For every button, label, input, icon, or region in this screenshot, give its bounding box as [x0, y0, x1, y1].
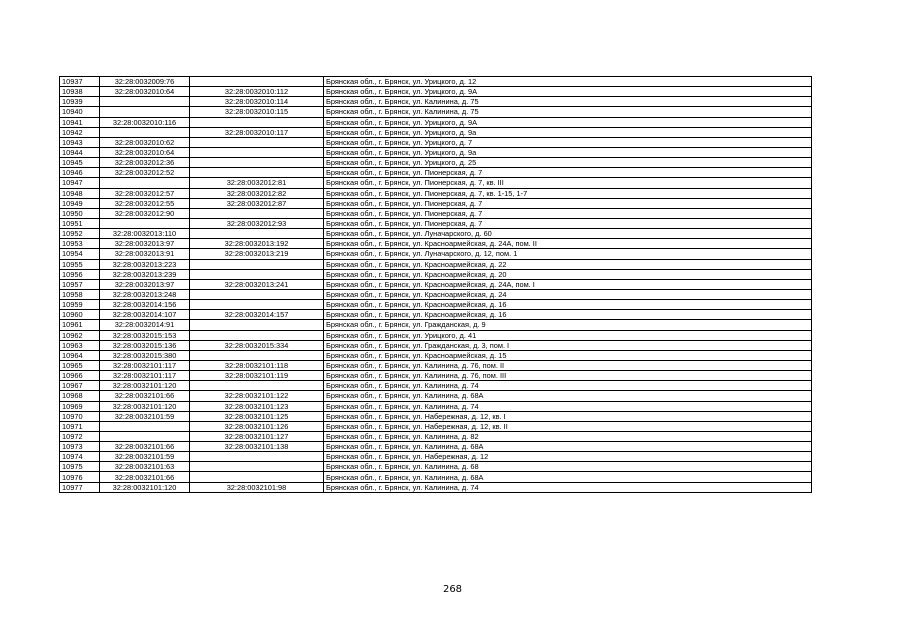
- linked-cadastral-number-cell: [190, 117, 324, 127]
- cadastral-number-cell: 32:28:0032101:117: [100, 371, 190, 381]
- row-number-cell: 10962: [60, 330, 100, 340]
- cadastral-number-cell: 32:28:0032013:239: [100, 269, 190, 279]
- address-cell: Брянская обл., г. Брянск, ул. Пионерская, д. 7: [324, 218, 812, 228]
- address-cell: Брянская обл., г. Брянск, ул. Красноармейская, д. 24А, пом. I: [324, 279, 812, 289]
- table-row: [60, 360, 812, 370]
- table-row: [60, 310, 812, 320]
- row-number-cell: 10943: [60, 137, 100, 147]
- table-row: [60, 472, 812, 482]
- address-cell: Брянская обл., г. Брянск, ул. Красноармейская, д. 22: [324, 259, 812, 269]
- row-number-cell: 10941: [60, 117, 100, 127]
- cadastral-number-cell: 32:28:0032013:223: [100, 259, 190, 269]
- cadastral-number-cell: 32:28:0032101:120: [100, 401, 190, 411]
- linked-cadastral-number-cell: [190, 168, 324, 178]
- table-row: [60, 340, 812, 350]
- cadastral-number-cell: 32:28:0032012:55: [100, 198, 190, 208]
- address-cell: Брянская обл., г. Брянск, ул. Калинина, д. 76, пом. III: [324, 371, 812, 381]
- linked-cadastral-number-cell: [190, 259, 324, 269]
- cadastral-number-cell: [100, 421, 190, 431]
- linked-cadastral-number-cell: 32:28:0032010:112: [190, 87, 324, 97]
- linked-cadastral-number-cell: [190, 269, 324, 279]
- linked-cadastral-number-cell: [190, 77, 324, 87]
- linked-cadastral-number-cell: 32:28:0032101:138: [190, 442, 324, 452]
- linked-cadastral-number-cell: 32:28:0032101:118: [190, 360, 324, 370]
- address-cell: Брянская обл., г. Брянск, ул. Гражданская, д. 3, пом. I: [324, 340, 812, 350]
- table-row: [60, 137, 812, 147]
- table-row: [60, 300, 812, 310]
- cadastral-number-cell: 32:28:0032010:64: [100, 147, 190, 157]
- table-row: [60, 411, 812, 421]
- address-cell: Брянская обл., г. Брянск, ул. Калинина, д. 75: [324, 97, 812, 107]
- cadastral-number-cell: 32:28:0032015:153: [100, 330, 190, 340]
- table-row: [60, 239, 812, 249]
- row-number-cell: 10961: [60, 320, 100, 330]
- linked-cadastral-number-cell: [190, 300, 324, 310]
- address-cell: Брянская обл., г. Брянск, ул. Урицкого, д. 9А: [324, 117, 812, 127]
- table-row: [60, 442, 812, 452]
- row-number-cell: 10960: [60, 310, 100, 320]
- table-row: [60, 147, 812, 157]
- row-number-cell: 10967: [60, 381, 100, 391]
- address-cell: Брянская обл., г. Брянск, ул. Урицкого, д. 9А: [324, 87, 812, 97]
- row-number-cell: 10956: [60, 269, 100, 279]
- address-cell: Брянская обл., г. Брянск, ул. Гражданская, д. 9: [324, 320, 812, 330]
- row-number-cell: 10958: [60, 289, 100, 299]
- linked-cadastral-number-cell: [190, 289, 324, 299]
- cadastral-number-cell: 32:28:0032101:66: [100, 391, 190, 401]
- address-cell: Брянская обл., г. Брянск, ул. Урицкого, д. 9а: [324, 127, 812, 137]
- table-row: [60, 381, 812, 391]
- linked-cadastral-number-cell: [190, 208, 324, 218]
- table-row: [60, 127, 812, 137]
- table-row: [60, 107, 812, 117]
- address-cell: Брянская обл., г. Брянск, ул. Калинина, д. 68А: [324, 472, 812, 482]
- row-number-cell: 10964: [60, 350, 100, 360]
- cadastral-number-cell: 32:28:0032101:59: [100, 411, 190, 421]
- cadastral-number-cell: 32:28:0032101:117: [100, 360, 190, 370]
- table-row: [60, 269, 812, 279]
- address-cell: Брянская обл., г. Брянск, ул. Набережная, д. 12, кв. II: [324, 421, 812, 431]
- address-cell: Брянская обл., г. Брянск, ул. Урицкого, д. 41: [324, 330, 812, 340]
- registry-table-body: [60, 77, 812, 493]
- linked-cadastral-number-cell: [190, 452, 324, 462]
- cadastral-number-cell: 32:28:0032014:107: [100, 310, 190, 320]
- table-row: [60, 452, 812, 462]
- table-row: [60, 249, 812, 259]
- cadastral-number-cell: 32:28:0032012:57: [100, 188, 190, 198]
- address-cell: Брянская обл., г. Брянск, ул. Набережная, д. 12: [324, 452, 812, 462]
- row-number-cell: 10951: [60, 218, 100, 228]
- address-cell: Брянская обл., г. Брянск, ул. Красноармейская, д. 15: [324, 350, 812, 360]
- row-number-cell: 10957: [60, 279, 100, 289]
- address-cell: Брянская обл., г. Брянск, ул. Калинина, д. 74: [324, 381, 812, 391]
- linked-cadastral-number-cell: 32:28:0032013:241: [190, 279, 324, 289]
- table-row: [60, 320, 812, 330]
- table-row: [60, 178, 812, 188]
- cadastral-number-cell: 32:28:0032101:59: [100, 452, 190, 462]
- address-cell: Брянская обл., г. Брянск, ул. Красноармейская, д. 24А, пом. II: [324, 239, 812, 249]
- cadastral-number-cell: [100, 97, 190, 107]
- address-cell: Брянская обл., г. Брянск, ул. Калинина, д. 68А: [324, 391, 812, 401]
- row-number-cell: 10974: [60, 452, 100, 462]
- row-number-cell: 10972: [60, 431, 100, 441]
- linked-cadastral-number-cell: [190, 137, 324, 147]
- cadastral-number-cell: 32:28:0032012:90: [100, 208, 190, 218]
- linked-cadastral-number-cell: 32:28:0032013:192: [190, 239, 324, 249]
- table-row: [60, 482, 812, 492]
- cadastral-number-cell: 32:28:0032012:52: [100, 168, 190, 178]
- row-number-cell: 10947: [60, 178, 100, 188]
- cadastral-number-cell: 32:28:0032013:97: [100, 279, 190, 289]
- table-row: [60, 198, 812, 208]
- cadastral-number-cell: 32:28:0032010:116: [100, 117, 190, 127]
- address-cell: Брянская обл., г. Брянск, ул. Калинина, д. 76, пом. II: [324, 360, 812, 370]
- cadastral-number-cell: [100, 107, 190, 117]
- address-cell: Брянская обл., г. Брянск, ул. Пионерская, д. 7: [324, 168, 812, 178]
- address-cell: Брянская обл., г. Брянск, ул. Пионерская, д. 7, кв. III: [324, 178, 812, 188]
- address-cell: Брянская обл., г. Брянск, ул. Пионерская, д. 7: [324, 208, 812, 218]
- linked-cadastral-number-cell: 32:28:0032013:219: [190, 249, 324, 259]
- table-row: [60, 289, 812, 299]
- address-cell: Брянская обл., г. Брянск, ул. Набережная, д. 12, кв. I: [324, 411, 812, 421]
- linked-cadastral-number-cell: 32:28:0032101:98: [190, 482, 324, 492]
- cadastral-number-cell: 32:28:0032013:91: [100, 249, 190, 259]
- address-cell: Брянская обл., г. Брянск, ул. Урицкого, д. 7: [324, 137, 812, 147]
- linked-cadastral-number-cell: 32:28:0032101:127: [190, 431, 324, 441]
- table-row: [60, 279, 812, 289]
- cadastral-number-cell: [100, 127, 190, 137]
- linked-cadastral-number-cell: 32:28:0032015:334: [190, 340, 324, 350]
- linked-cadastral-number-cell: 32:28:0032010:117: [190, 127, 324, 137]
- table-row: [60, 401, 812, 411]
- cadastral-number-cell: 32:28:0032013:110: [100, 229, 190, 239]
- linked-cadastral-number-cell: 32:28:0032101:119: [190, 371, 324, 381]
- linked-cadastral-number-cell: 32:28:0032012:93: [190, 218, 324, 228]
- row-number-cell: 10973: [60, 442, 100, 452]
- row-number-cell: 10940: [60, 107, 100, 117]
- row-number-cell: 10959: [60, 300, 100, 310]
- linked-cadastral-number-cell: [190, 229, 324, 239]
- table-row: [60, 188, 812, 198]
- address-cell: Брянская обл., г. Брянск, ул. Калинина, д. 75: [324, 107, 812, 117]
- row-number-cell: 10938: [60, 87, 100, 97]
- cadastral-number-cell: 32:28:0032101:120: [100, 381, 190, 391]
- row-number-cell: 10952: [60, 229, 100, 239]
- page-number: 268: [442, 584, 463, 595]
- cadastral-number-cell: 32:28:0032101:63: [100, 462, 190, 472]
- address-cell: Брянская обл., г. Брянск, ул. Калинина, д. 74: [324, 482, 812, 492]
- linked-cadastral-number-cell: [190, 147, 324, 157]
- cadastral-number-cell: 32:28:0032014:91: [100, 320, 190, 330]
- row-number-cell: 10939: [60, 97, 100, 107]
- table-row: [60, 97, 812, 107]
- cadastral-number-cell: 32:28:0032101:66: [100, 472, 190, 482]
- row-number-cell: 10955: [60, 259, 100, 269]
- linked-cadastral-number-cell: [190, 462, 324, 472]
- row-number-cell: 10968: [60, 391, 100, 401]
- table-row: [60, 431, 812, 441]
- row-number-cell: 10970: [60, 411, 100, 421]
- row-number-cell: 10953: [60, 239, 100, 249]
- table-row: [60, 421, 812, 431]
- address-cell: Брянская обл., г. Брянск, ул. Красноармейская, д. 16: [324, 310, 812, 320]
- row-number-cell: 10946: [60, 168, 100, 178]
- address-cell: Брянская обл., г. Брянск, ул. Калинина, д. 74: [324, 401, 812, 411]
- row-number-cell: 10966: [60, 371, 100, 381]
- row-number-cell: 10954: [60, 249, 100, 259]
- table-row: [60, 462, 812, 472]
- cadastral-number-cell: 32:28:0032014:156: [100, 300, 190, 310]
- row-number-cell: 10948: [60, 188, 100, 198]
- row-number-cell: 10944: [60, 147, 100, 157]
- cadastral-number-cell: 32:28:0032009:76: [100, 77, 190, 87]
- cadastral-number-cell: 32:28:0032013:248: [100, 289, 190, 299]
- table-row: [60, 229, 812, 239]
- linked-cadastral-number-cell: 32:28:0032101:126: [190, 421, 324, 431]
- cadastral-number-cell: [100, 431, 190, 441]
- address-cell: Брянская обл., г. Брянск, ул. Пионерская, д. 7, кв. 1-15, 1-7: [324, 188, 812, 198]
- table-row: [60, 391, 812, 401]
- table-row: [60, 87, 812, 97]
- table-row: [60, 259, 812, 269]
- linked-cadastral-number-cell: 32:28:0032010:115: [190, 107, 324, 117]
- linked-cadastral-number-cell: 32:28:0032101:122: [190, 391, 324, 401]
- row-number-cell: 10976: [60, 472, 100, 482]
- address-cell: Брянская обл., г. Брянск, ул. Красноармейская, д. 16: [324, 300, 812, 310]
- table-row: [60, 117, 812, 127]
- cadastral-number-cell: 32:28:0032013:97: [100, 239, 190, 249]
- cadastral-number-cell: 32:28:0032015:380: [100, 350, 190, 360]
- address-cell: Брянская обл., г. Брянск, ул. Луначарского, д. 12, пом. 1: [324, 249, 812, 259]
- row-number-cell: 10969: [60, 401, 100, 411]
- row-number-cell: 10971: [60, 421, 100, 431]
- property-registry-table: [59, 76, 812, 493]
- table-row: [60, 330, 812, 340]
- cadastral-number-cell: [100, 218, 190, 228]
- row-number-cell: 10977: [60, 482, 100, 492]
- cadastral-number-cell: 32:28:0032012:36: [100, 158, 190, 168]
- row-number-cell: 10965: [60, 360, 100, 370]
- address-cell: Брянская обл., г. Брянск, ул. Пионерская, д. 7: [324, 198, 812, 208]
- row-number-cell: 10949: [60, 198, 100, 208]
- table-row: [60, 218, 812, 228]
- row-number-cell: 10975: [60, 462, 100, 472]
- row-number-cell: 10963: [60, 340, 100, 350]
- linked-cadastral-number-cell: 32:28:0032101:123: [190, 401, 324, 411]
- linked-cadastral-number-cell: 32:28:0032012:81: [190, 178, 324, 188]
- cadastral-number-cell: 32:28:0032010:64: [100, 87, 190, 97]
- linked-cadastral-number-cell: [190, 330, 324, 340]
- cadastral-number-cell: 32:28:0032101:66: [100, 442, 190, 452]
- linked-cadastral-number-cell: [190, 472, 324, 482]
- row-number-cell: 10937: [60, 77, 100, 87]
- table-row: [60, 371, 812, 381]
- cadastral-number-cell: [100, 178, 190, 188]
- row-number-cell: 10945: [60, 158, 100, 168]
- table-row: [60, 350, 812, 360]
- address-cell: Брянская обл., г. Брянск, ул. Урицкого, д. 25: [324, 158, 812, 168]
- address-cell: Брянская обл., г. Брянск, ул. Калинина, д. 82: [324, 431, 812, 441]
- row-number-cell: 10950: [60, 208, 100, 218]
- address-cell: Брянская обл., г. Брянск, ул. Урицкого, д. 9а: [324, 147, 812, 157]
- linked-cadastral-number-cell: [190, 158, 324, 168]
- linked-cadastral-number-cell: 32:28:0032014:157: [190, 310, 324, 320]
- row-number-cell: 10942: [60, 127, 100, 137]
- linked-cadastral-number-cell: [190, 320, 324, 330]
- cadastral-number-cell: 32:28:0032101:120: [100, 482, 190, 492]
- address-cell: Брянская обл., г. Брянск, ул. Урицкого, д. 12: [324, 77, 812, 87]
- cadastral-number-cell: 32:28:0032015:136: [100, 340, 190, 350]
- address-cell: Брянская обл., г. Брянск, ул. Калинина, д. 68А: [324, 442, 812, 452]
- table-row: [60, 77, 812, 87]
- cadastral-number-cell: 32:28:0032010:62: [100, 137, 190, 147]
- address-cell: Брянская обл., г. Брянск, ул. Красноармейская, д. 20: [324, 269, 812, 279]
- address-cell: Брянская обл., г. Брянск, ул. Красноармейская, д. 24: [324, 289, 812, 299]
- linked-cadastral-number-cell: 32:28:0032010:114: [190, 97, 324, 107]
- linked-cadastral-number-cell: 32:28:0032101:125: [190, 411, 324, 421]
- table-row: [60, 158, 812, 168]
- table-row: [60, 208, 812, 218]
- linked-cadastral-number-cell: 32:28:0032012:82: [190, 188, 324, 198]
- table-row: [60, 168, 812, 178]
- linked-cadastral-number-cell: [190, 381, 324, 391]
- linked-cadastral-number-cell: 32:28:0032012:87: [190, 198, 324, 208]
- linked-cadastral-number-cell: [190, 350, 324, 360]
- address-cell: Брянская обл., г. Брянск, ул. Луначарского, д. 60: [324, 229, 812, 239]
- address-cell: Брянская обл., г. Брянск, ул. Калинина, д. 68: [324, 462, 812, 472]
